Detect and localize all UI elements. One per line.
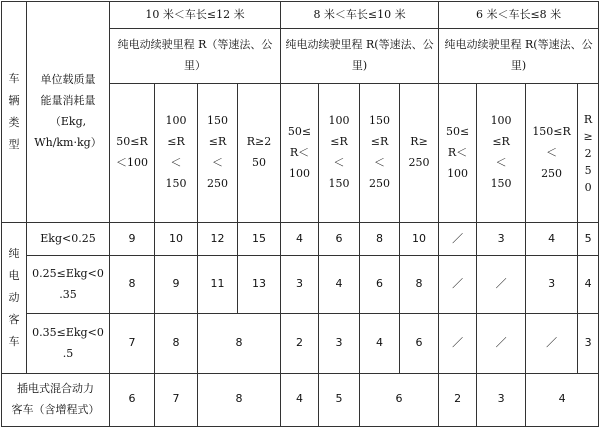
range-subheader: 50≤ R＜ 100 [281, 84, 319, 223]
table-cell: 6 [360, 373, 439, 426]
phev-category-label: 插电式混合动力 客车（含增程式） [2, 373, 110, 426]
table-cell: 11 [198, 256, 238, 314]
table-cell: 7 [155, 373, 198, 426]
range-subheader: 150 ≤R ＜ 250 [198, 84, 238, 223]
table-cell: 10 [400, 223, 439, 256]
range-subheader: 150 ≤R ＜ 250 [360, 84, 400, 223]
table-cell: 6 [110, 373, 155, 426]
table-cell: 6 [360, 256, 400, 314]
vehicle-type-header: 车 辆 类 型 [2, 2, 27, 223]
table-cell: 8 [110, 256, 155, 314]
table-cell: 6 [319, 223, 360, 256]
range-subheader: 100 ≤R ＜ 150 [319, 84, 360, 223]
table-cell: 4 [526, 223, 578, 256]
range-subheader: 50≤ R＜ 100 [439, 84, 477, 223]
range-subheader: 150≤R ＜ 250 [526, 84, 578, 223]
table-cell: ／ [439, 256, 477, 314]
group1-length-header: 10 米＜车长≤12 米 [110, 2, 281, 29]
table-cell: 13 [238, 256, 281, 314]
table-cell: 4 [360, 314, 400, 373]
table-cell: ／ [477, 314, 526, 373]
table-cell: 10 [155, 223, 198, 256]
table-cell: 5 [578, 223, 599, 256]
table-cell: 6 [400, 314, 439, 373]
table-cell: ／ [526, 314, 578, 373]
table-cell: 4 [281, 373, 319, 426]
group3-range-header: 纯电动续驶里程 R(等速法、公里) [439, 29, 599, 84]
table-cell: 8 [360, 223, 400, 256]
group2-range-header: 纯电动续驶里程 R(等速法、公里) [281, 29, 439, 84]
table-cell: 8 [400, 256, 439, 314]
table-cell: 5 [319, 373, 360, 426]
table-cell: 3 [319, 314, 360, 373]
range-subheader: R ≥ 2 5 0 [578, 84, 599, 223]
range-subheader: 100 ≤R ＜ 150 [155, 84, 198, 223]
table-cell: 2 [439, 373, 477, 426]
table-cell: 9 [110, 223, 155, 256]
table-cell: 3 [477, 373, 526, 426]
subsidy-table [1, 1, 599, 427]
group1-range-header: 纯电动续驶里程 R（等速法、公里） [110, 29, 281, 84]
energy-class-label: 0.35≤Ekg<0 .5 [27, 314, 110, 373]
table-cell: 8 [198, 373, 281, 426]
table-cell: 12 [198, 223, 238, 256]
range-subheader: R≥2 50 [238, 84, 281, 223]
energy-consumption-header: 单位载质量 能量消耗量 （Ekg, Wh/km·kg） [27, 2, 110, 223]
group3-length-header: 6 米＜车长≤8 米 [439, 2, 599, 29]
table-cell: 3 [477, 223, 526, 256]
table-cell: 15 [238, 223, 281, 256]
group2-length-header: 8 米＜车长≤10 米 [281, 2, 439, 29]
table-cell: 7 [110, 314, 155, 373]
table-cell: 9 [155, 256, 198, 314]
table-cell: 8 [155, 314, 198, 373]
range-subheader: 50≤R ＜100 [110, 84, 155, 223]
table-cell: 4 [526, 373, 599, 426]
table-cell: ／ [477, 256, 526, 314]
table-cell: ／ [439, 223, 477, 256]
range-subheader: R≥ 250 [400, 84, 439, 223]
table-cell: 4 [578, 256, 599, 314]
table-cell: 8 [198, 314, 281, 373]
table-cell: 3 [526, 256, 578, 314]
table-cell: ／ [439, 314, 477, 373]
bev-category-label: 纯 电 动 客 车 [2, 223, 27, 374]
table-cell: 3 [578, 314, 599, 373]
range-subheader: 100 ≤R ＜ 150 [477, 84, 526, 223]
table-cell: 3 [281, 256, 319, 314]
table-cell: 4 [281, 223, 319, 256]
energy-class-label: Ekg<0.25 [27, 223, 110, 256]
table-cell: 2 [281, 314, 319, 373]
table-cell: 4 [319, 256, 360, 314]
energy-class-label: 0.25≤Ekg<0 .35 [27, 256, 110, 314]
